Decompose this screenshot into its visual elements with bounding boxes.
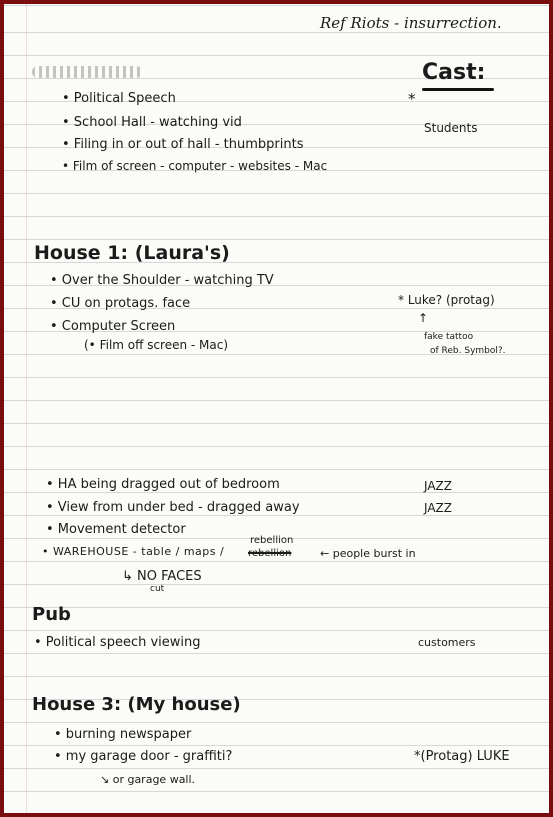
no-faces-note: ↳ NO FACES [122, 569, 202, 584]
house1-heading: House 1: (Laura's) [34, 242, 230, 264]
list-item: • CU on protags. face [50, 296, 191, 311]
tattoo-note: of Reb. Symbol?. [430, 346, 506, 356]
arrow-up: ↑ [418, 311, 429, 325]
list-item: • School Hall - watching vid [62, 115, 242, 130]
list-item: • View from under bed - dragged away [46, 500, 300, 515]
cast-luke: * Luke? (protag) [398, 293, 495, 307]
house3-heading: House 3: (My house) [32, 694, 241, 715]
cast-luke-house3: *(Protag) LUKE [414, 749, 510, 764]
cut-note: cut [150, 584, 165, 594]
cast-heading: Cast: [422, 60, 486, 85]
list-item: • burning newspaper [54, 727, 192, 742]
list-item: • Over the Shoulder - watching TV [50, 273, 274, 288]
notebook-page [4, 4, 549, 813]
cast-jazz: JAZZ [424, 501, 452, 515]
list-item: • WAREHOUSE - table / maps / [42, 545, 225, 558]
cast-customers: customers [418, 636, 476, 649]
list-item: • Movement detector [46, 522, 186, 537]
garage-wall-note: ↘ or garage wall. [100, 773, 196, 786]
people-burst-note: ← people burst in [320, 547, 416, 560]
struck-word: rebellion [248, 548, 292, 559]
list-item: • Computer Screen [50, 319, 176, 334]
list-item: • Filing in or out of hall - thumbprints [62, 137, 304, 152]
cast-jazz: JAZZ [424, 479, 452, 493]
star-mark: * [408, 90, 416, 108]
list-item: (• Film off screen - Mac) [84, 338, 229, 352]
list-item: • Political Speech [62, 91, 176, 106]
page-title: Ref Riots - insurrection. [320, 14, 502, 32]
smudged-heading [32, 66, 142, 78]
tattoo-note: fake tattoo [424, 332, 474, 342]
cast-students: Students [424, 121, 478, 135]
list-item: • HA being dragged out of bedroom [46, 477, 280, 492]
list-item: • Film of screen - computer - websites - Mac [62, 159, 328, 173]
pub-heading: Pub [32, 604, 71, 625]
inserted-word: rebellion [250, 535, 294, 546]
cast-heading-underline [422, 88, 494, 91]
list-item: • Political speech viewing [34, 635, 201, 650]
list-item: • my garage door - graffiti? [54, 749, 233, 764]
